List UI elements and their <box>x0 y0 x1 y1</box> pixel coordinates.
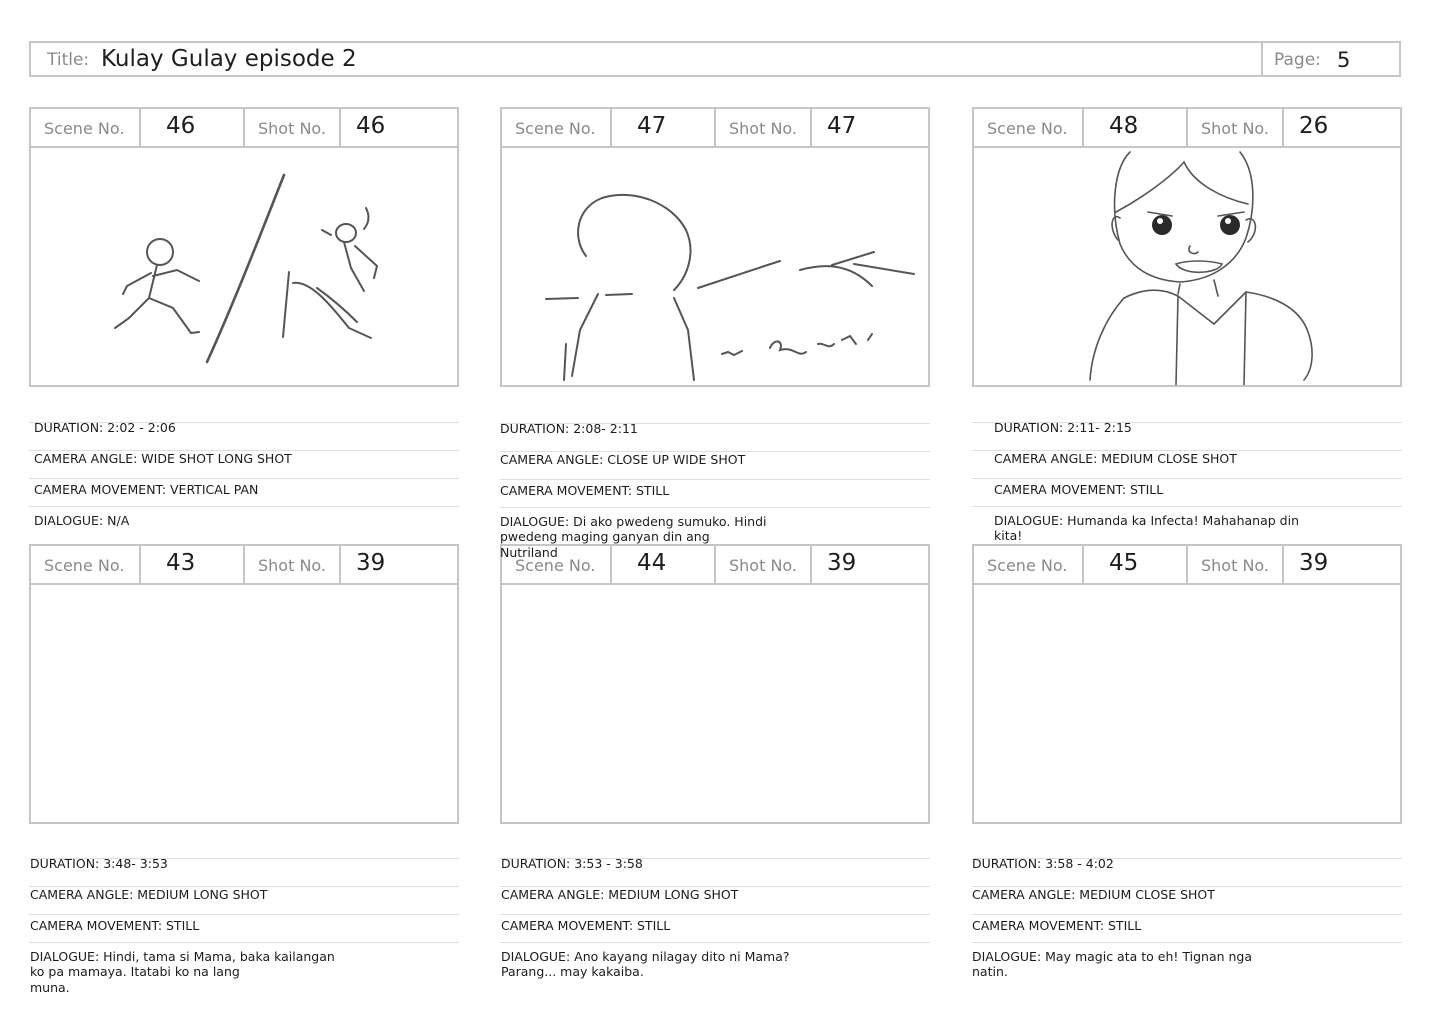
panel-header <box>502 109 928 148</box>
shot-label: Shot No. <box>258 556 327 575</box>
document-title: Kulay Gulay episode 2 <box>101 46 357 72</box>
divider <box>243 546 245 583</box>
divider <box>610 109 612 146</box>
scene-number: 47 <box>637 113 667 139</box>
camera-movement-text: CAMERA MOVEMENT: STILL <box>994 481 1164 497</box>
sketch-frame <box>31 148 457 385</box>
divider <box>1082 109 1084 146</box>
camera-movement-text: CAMERA MOVEMENT: STILL <box>501 917 671 933</box>
divider <box>139 546 141 583</box>
title-bar <box>29 41 1401 77</box>
dialogue-text: DIALOGUE: May magic ata to eh! Tignan nga natin. <box>972 948 1253 979</box>
divider <box>1261 43 1263 75</box>
note-lines <box>972 840 1312 995</box>
dialogue-text: DIALOGUE: N/A <box>34 512 130 528</box>
camera-angle-text: CAMERA ANGLE: MEDIUM CLOSE SHOT <box>972 886 1215 902</box>
camera-movement-text: CAMERA MOVEMENT: STILL <box>972 917 1142 933</box>
shot-number: 39 <box>827 550 857 576</box>
divider <box>243 109 245 146</box>
storyboard-panel <box>29 544 459 824</box>
note-lines <box>30 840 370 1011</box>
note-lines <box>501 840 841 995</box>
camera-angle-text: CAMERA ANGLE: WIDE SHOT LONG SHOT <box>34 450 292 466</box>
shot-number: 46 <box>356 113 386 139</box>
storyboard-panel <box>972 544 1402 824</box>
shot-number: 39 <box>1299 550 1329 576</box>
divider <box>714 109 716 146</box>
scene-label: Scene No. <box>987 119 1068 138</box>
scene-number: 48 <box>1109 113 1139 139</box>
scene-number: 43 <box>166 550 196 576</box>
sketch-back-of-head <box>502 148 928 385</box>
duration-text: DURATION: 2:02 - 2:06 <box>34 419 176 435</box>
duration-text: DURATION: 2:08- 2:11 <box>500 420 638 436</box>
camera-angle-text: CAMERA ANGLE: MEDIUM LONG SHOT <box>501 886 739 902</box>
shot-number: 39 <box>356 550 386 576</box>
divider <box>810 109 812 146</box>
title-label: Title: <box>47 50 90 70</box>
scene-label: Scene No. <box>44 119 125 138</box>
storyboard-panel <box>500 544 930 824</box>
shot-notes <box>972 404 1402 543</box>
shot-notes <box>29 404 459 528</box>
camera-angle-text: CAMERA ANGLE: MEDIUM LONG SHOT <box>30 886 268 902</box>
divider <box>139 109 141 146</box>
scene-number: 44 <box>637 550 667 576</box>
storyboard-panel <box>972 107 1402 387</box>
camera-movement-text: CAMERA MOVEMENT: STILL <box>30 917 200 933</box>
scene-number: 46 <box>166 113 196 139</box>
dialogue-text: DIALOGUE: Hindi, tama si Mama, baka kailangan ko pa mamaya. Itatabi ko na lang muna. <box>30 948 335 995</box>
shot-number: 47 <box>827 113 857 139</box>
sketch-frame <box>974 148 1400 385</box>
sketch-frame <box>502 585 928 822</box>
sketch-frame <box>974 585 1400 822</box>
note-lines <box>500 405 840 576</box>
duration-text: DURATION: 2:11- 2:15 <box>994 419 1132 435</box>
sketch-frame <box>502 148 928 385</box>
shot-number: 26 <box>1299 113 1329 139</box>
dialogue-text: DIALOGUE: Humanda ka Infecta! Mahahanap din kita! <box>994 512 1299 543</box>
divider <box>1282 109 1284 146</box>
panel-header <box>974 109 1400 148</box>
sketch-angry-boy <box>974 148 1400 385</box>
panel-header <box>31 546 457 585</box>
sketch-frame <box>31 585 457 822</box>
camera-angle-text: CAMERA ANGLE: CLOSE UP WIDE SHOT <box>500 451 746 467</box>
duration-text: DURATION: 3:48- 3:53 <box>30 855 168 871</box>
shot-notes <box>500 840 930 979</box>
shot-notes <box>500 405 930 560</box>
shot-label: Shot No. <box>1201 119 1270 138</box>
divider <box>339 109 341 146</box>
scene-number: 45 <box>1109 550 1139 576</box>
panel-header <box>31 109 457 148</box>
note-lines <box>994 404 1334 559</box>
camera-movement-text: CAMERA MOVEMENT: STILL <box>500 482 670 498</box>
storyboard-panel <box>500 107 930 387</box>
shot-label: Shot No. <box>258 119 327 138</box>
shot-notes <box>972 840 1402 979</box>
shot-label: Shot No. <box>1201 556 1270 575</box>
scene-label: Scene No. <box>515 556 596 575</box>
scene-label: Scene No. <box>44 556 125 575</box>
scene-label: Scene No. <box>515 119 596 138</box>
duration-text: DURATION: 3:58 - 4:02 <box>972 855 1114 871</box>
dialogue-text: DIALOGUE: Ano kayang nilagay dito ni Mama? Parang... may kakaiba. <box>501 948 790 979</box>
scene-label: Scene No. <box>987 556 1068 575</box>
shot-notes <box>29 840 459 995</box>
camera-movement-text: CAMERA MOVEMENT: VERTICAL PAN <box>34 481 259 497</box>
sketch-running-falling <box>31 148 457 385</box>
divider <box>1186 109 1188 146</box>
duration-text: DURATION: 3:53 - 3:58 <box>501 855 643 871</box>
note-lines <box>34 404 374 544</box>
divider <box>339 546 341 583</box>
storyboard-panel <box>29 107 459 387</box>
page-number: 5 <box>1337 48 1351 72</box>
camera-angle-text: CAMERA ANGLE: MEDIUM CLOSE SHOT <box>994 450 1237 466</box>
shot-label: Shot No. <box>729 119 798 138</box>
page-label: Page: <box>1274 50 1321 70</box>
shot-label: Shot No. <box>729 556 798 575</box>
dialogue-text: DIALOGUE: Di ako pwedeng sumuko. Hindi pwedeng maging ganyan din ang Nutriland <box>500 513 767 560</box>
